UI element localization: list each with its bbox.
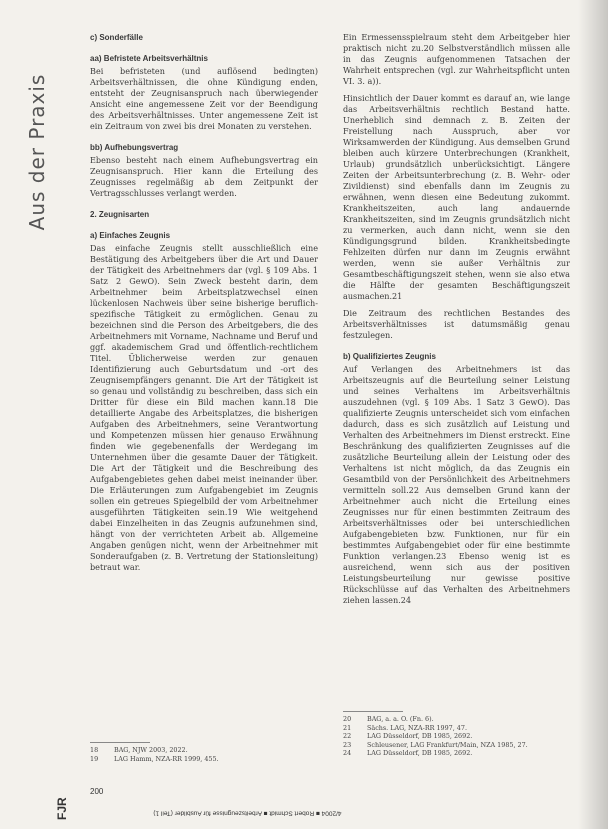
heading-einfaches-zeugnis: a) Einfaches Zeugnis	[90, 231, 171, 240]
page-edge-shadow	[578, 0, 608, 829]
heading-qualifiziertes-zeugnis: b) Qualifiziertes Zeugnis	[343, 352, 436, 361]
paragraph: Das einfache Zeugnis stellt ausschließlich eine Bestätigung des Arbeitgebers über die Art und Dauer der Tätigkeit des Arbeitnehmers dar (vgl. § 109 Abs. 1 Satz 2 GewO). Sein Zweck besteht darin, dem Arbeitnehmer beim Arbeitsplatzwechsel einen lückenlosen Nachweis über seine bisherige beruflich-spezifische Tätigkeit zu ermöglichen. Genau zu bezeichnen sind die Person des Arbeitgebers, die des Arbeitnehmers mit Vorname, Nachname und Beruf und ggf. akademischem Grad und öffentlich-rechtlichem Titel. Üblicherweise werden zur genauen Identifizierung auch Geburtsdatum und -ort des Zeugnisempfängers genannt. Die Art der Tätigkeit ist so genau und vollständig zu beschreiben, dass sich ein Dritter für diese ein Bild machen kann.18 Die detaillierte Angabe des Arbeitsplatzes, die bisherigen Aufgaben des Arbeitnehmers, seine Verantwortung und Kompetenzen müssen hier genauso Erwähnung finden wie gegebenenfalls der Werdegang im Unternehmen über die gesamte Dauer der Tätigkeit. Die Art der Tätigkeit und die Beschreibung des Aufgabengebietes gehen dabei meist ineinander über. Die Erläuterungen zum Aufgabengebiet im Zeugnis sollen ein getreues Spiegelbild der vom Arbeitnehmer ausgeführten Tätigkeiten sein.19 Wie weitgehend dabei Einzelheiten in das Zeugnis aufzunehmen sind, hängt von der verrichteten Arbeit ab. Allgemeine Angaben genügen nicht, wenn der Arbeitnehmer mit Sonderaufgaben (z. B. Vertretung der Stationsleitung) betraut war.	[90, 243, 318, 572]
heading-zeugnisarten: 2. Zeugnisarten	[90, 210, 150, 219]
left-column	[90, 32, 318, 579]
paragraph: Hinsichtlich der Dauer kommt es darauf an, wie lange das Arbeitsverhältnis rechtlich Bestand hatte. Unerheblich sind demnach z. B. Zeiten der Freistellung nach Ausspruch, aber vor Wirksamwerden der Kündigung. Aus demselben Grund bleiben auch kürzere Unterbrechungen (Krankheit, Urlaub) grundsätzlich unberücksichtigt. Längere Zeiten der Arbeitsunterbrechung (z. B. Wehr- oder Zivildienst) sind ebenfalls dann im Zeugnis zu erwähnen, wenn diesen eine Bedeutung zukommt. Krankheitszeiten, auch lang andauernde Krankheitszeiten, sind im Zeugnis grundsätzlich nicht zu vermerken, auch dann nicht, wenn sie den Kündigungsgrund bilden. Krankheitsbedingte Fehlzeiten dürfen nur dann im Zeugnis erwähnt werden, wenn sie außer Verhältnis zur Gesamtbeschäftigungszeit stehen, wenn sie also etwa die Hälfte der gesamten Beschäftigungszeit ausmachen.21	[343, 93, 570, 301]
paragraph: Bei befristeten (und auflösend bedingten) Arbeitsverhältnissen, die ohne Kündigung enden, entsteht der Zeugnisanspruch nach überwiegender Ansicht eine angemessene Zeit vor der Beendigung des Arbeitsverhältnisses. Unter angemessene Zeit ist ein Zeitraum von zwei bis drei Monaten zu verstehen.	[90, 66, 318, 131]
footnote: 24 LAG Düsseldorf, DB 1985, 2692.	[343, 749, 473, 758]
heading-befristet: aa) Befristete Arbeitsverhältnis	[90, 54, 208, 63]
paragraph: Auf Verlangen des Arbeitnehmers ist das Arbeitszeugnis auf die Beurteilung seiner Leistung und seines Verhaltens im Arbeitsverhältnis auszudehnen (vgl. § 109 Abs. 1 Satz 3 GewO). Das qualifizierte Zeugnis unterscheidet sich vom einfachen dadurch, dass es sich zusätzlich auf Leistung und Verhalten des Arbeitnehmers im Dienst erstreckt. Eine Beschränkung des qualifizierten Zeugnisses auf die zusätzliche Beurteilung allein der Leistung oder des Verhaltens ist nicht möglich, da das Zeugnis ein Gesamtbild von der Persönlichkeit des Arbeitnehmers vermitteln soll.22 Aus demselben Grund kann der Arbeitnehmer auch nicht die Erteilung eines Zeugnisses nur für einen bestimmten Zeitraum des Arbeitsverhältnisses oder bei unterschiedlichen Aufgabengebieten bzw. Funktionen, nur für ein bestimmtes Aufgabengebiet oder für eine bestimmte Funktion verlangen.23 Ebenso wenig ist es ausreichend, wenn sich aus der positiven Leistungsbeurteilung nur gewisse positive Rückschlüsse auf das Verhalten des Arbeitnehmers ziehen lassen.24	[343, 364, 570, 605]
footnote: 22 LAG Düsseldorf, DB 1985, 2692.	[343, 732, 473, 741]
page-number: 200	[90, 787, 104, 796]
footnotes-left	[90, 742, 310, 763]
paragraph: Ein Ermessensspielraum steht dem Arbeitgeber hier praktisch nicht zu.20 Selbstverständlich müssen alle in das Zeugnis aufgenommenen Tatsachen der Wahrheit entsprechen (vgl. zur Wahrheitspflicht unten VI. 3. a)).	[343, 32, 570, 86]
journal-brand: FJR	[55, 797, 69, 820]
paragraph: Die Zeitraum des rechtlichen Bestandes des Arbeitsverhältnisses ist datumsmäßig genau festzulegen.	[343, 308, 570, 340]
heading-aufhebungsvertrag: bb) Aufhebungsvertrag	[90, 143, 179, 152]
section-side-title: Aus der Praxis	[25, 73, 49, 231]
footnote: 23 Schleusener, LAG Frankfurt/Main, NZA 1985, 27.	[343, 740, 528, 749]
footnote: 21 Sächs. LAG, NZA-RR 1997, 47.	[343, 723, 467, 732]
heading-sonderfaelle: c) Sonderfälle	[90, 33, 143, 42]
footnotes-right	[343, 711, 563, 758]
footnote: 19 LAG Hamm, NZA-RR 1999, 455.	[90, 754, 219, 763]
right-column	[343, 32, 570, 612]
issue-line: 4/2004 ■ Robert Schmidt ■ Arbeitszeugnisse für Ausbilder (Teil 1)	[153, 809, 342, 817]
paragraph: Ebenso besteht nach einem Aufhebungsvertrag ein Zeugnisanspruch. Hier kann die Erteilung des Zeugnisses regelmäßig ab dem Zeitpunkt der Vertragsschlusses verlangt werden.	[90, 155, 318, 198]
footnote: 18 BAG, NJW 2003, 2022.	[90, 746, 188, 754]
footnote: 20 BAG, a. a. O. (Fn. 6).	[343, 715, 434, 723]
